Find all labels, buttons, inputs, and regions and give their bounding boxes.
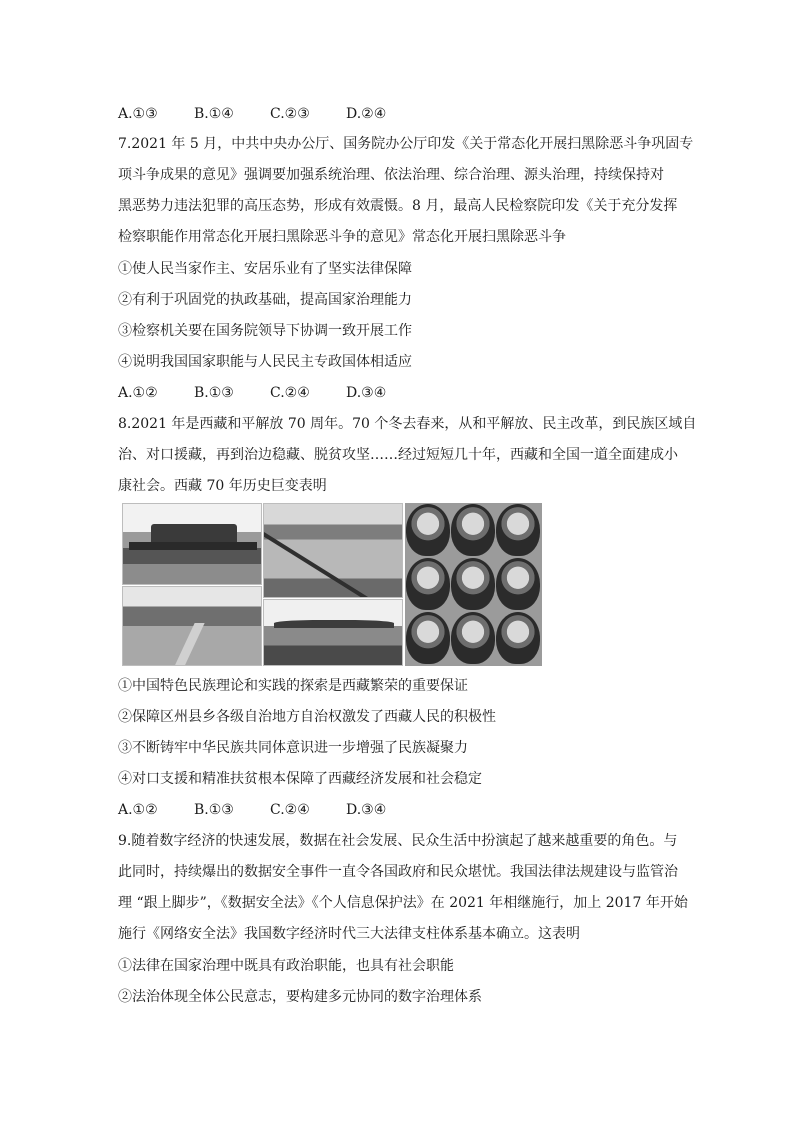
q8-options — [118, 800, 678, 820]
q8-item-4: ④对口支援和精准扶贫根本保障了西藏经济发展和社会稳定 — [118, 771, 482, 787]
q9-item-2: ②法治体现全体公民意志，要构建多元协同的数字治理体系 — [118, 989, 482, 1005]
q8-option-a[interactable]: A.①② — [118, 802, 158, 818]
q8-stem-line-1: 8.2021 年是西藏和平解放 70 周年。70 个冬去春来，从和平解放、民主改革，到民族区域自 — [118, 416, 697, 432]
q7-option-c[interactable]: C.②④ — [270, 385, 310, 401]
q8-option-c[interactable]: C.②④ — [270, 802, 310, 818]
q8-option-d[interactable]: D.③④ — [346, 802, 387, 818]
highway-valley-photo — [122, 586, 262, 666]
q7-options — [118, 383, 678, 403]
q7-stem-line-2: 项斗争成果的意见》强调要加强系统治理、依法治理、综合治理、源头治理，持续保持对 — [118, 167, 664, 183]
q9-stem-line-3: 理 “跟上脚步”，《数据安全法》《个人信息保护法》在 2021 年相继施行，加上 2017 年开始 — [118, 895, 688, 911]
railway-lake-photo — [263, 503, 403, 598]
q7-item-1: ①使人民当家作主、安居乐业有了坚实法律保障 — [118, 261, 412, 277]
q6-option-b[interactable]: B.①④ — [194, 106, 234, 122]
tibet-photo-collage — [122, 503, 542, 666]
q6-option-a[interactable]: A.①③ — [118, 106, 158, 122]
q8-stem-line-3: 康社会。西藏 70 年历史巨变表明 — [118, 478, 327, 494]
q7-stem-line-3: 黑恶势力违法犯罪的高压态势，形成有效震慑。8 月，最高人民检察院印发《关于充分发挥 — [118, 198, 678, 214]
q8-item-2: ②保障区州县乡各级自治地方自治权激发了西藏人民的积极性 — [118, 709, 496, 725]
q7-item-3: ③检察机关要在国务院领导下协调一致开展工作 — [118, 323, 412, 339]
q6-option-c[interactable]: C.②③ — [270, 106, 310, 122]
q9-item-1: ①法律在国家治理中既具有政治职能，也具有社会职能 — [118, 958, 454, 974]
q9-stem-line-4: 施行《网络安全法》我国数字经济时代三大法律支柱体系基本确立。这表明 — [118, 926, 580, 942]
tibetan-people-portraits — [405, 503, 542, 666]
q7-option-b[interactable]: B.①③ — [194, 385, 234, 401]
q8-item-1: ①中国特色民族理论和实践的探索是西藏繁荣的重要保证 — [118, 678, 468, 694]
q7-stem-line-1: 7.2021 年 5 月，中共中央办公厅、国务院办公厅印发《关于常态化开展扫黑除恶斗争巩固专 — [118, 136, 694, 152]
q8-stem-line-2: 治、对口援藏，再到治边稳藏、脱贫攻坚……经过短短几十年，西藏和全国一道全面建成小 — [118, 447, 678, 463]
q7-item-4: ④说明我国国家职能与人民民主专政国体相适应 — [118, 354, 412, 370]
q6-option-d[interactable]: D.②④ — [346, 106, 387, 122]
train-photo — [122, 503, 262, 585]
q6-options — [118, 104, 678, 124]
q7-item-2: ②有利于巩固党的执政基础，提高国家治理能力 — [118, 292, 412, 308]
q8-item-3: ③不断铸牢中华民族共同体意识进一步增强了民族凝聚力 — [118, 740, 468, 756]
q7-option-a[interactable]: A.①② — [118, 385, 158, 401]
q9-stem-line-1: 9.随着数字经济的快速发展，数据在社会发展、民众生活中扮演起了越来越重要的角色。与 — [118, 833, 678, 849]
airport-terminal-photo — [263, 599, 403, 666]
q9-stem-line-2: 此同时，持续爆出的数据安全事件一直令各国政府和民众堪忧。我国法律法规建设与监管治 — [118, 864, 678, 880]
q7-option-d[interactable]: D.③④ — [346, 385, 387, 401]
q8-option-b[interactable]: B.①③ — [194, 802, 234, 818]
q7-stem-line-4: 检察职能作用常态化开展扫黑除恶斗争的意见》常态化开展扫黑除恶斗争 — [118, 229, 566, 245]
